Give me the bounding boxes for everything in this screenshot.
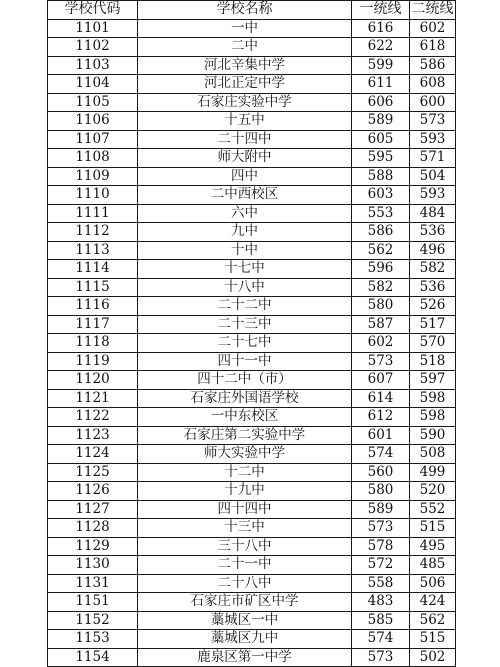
line-one-cell: 595	[352, 149, 410, 168]
table-row	[48, 371, 456, 390]
school-name-cell: 二十七中	[138, 334, 352, 353]
line-one-cell: 602	[352, 334, 410, 353]
school-name-cell: 六中	[138, 204, 352, 223]
table-row	[48, 445, 456, 464]
line-two-cell: 608	[410, 75, 456, 94]
table-row	[48, 93, 456, 112]
school-name-cell: 二十一中	[138, 556, 352, 575]
school-name-cell: 二十四中	[138, 130, 352, 149]
line-one-cell: 573	[352, 352, 410, 371]
school-code-cell: 1151	[48, 593, 138, 612]
line-one-cell: 589	[352, 500, 410, 519]
school-code-cell: 1126	[48, 482, 138, 501]
score-table	[47, 0, 456, 667]
line-two-cell: 593	[410, 130, 456, 149]
school-name-cell: 河北辛集中学	[138, 56, 352, 75]
line-two-cell: 597	[410, 371, 456, 390]
school-name-cell: 一中东校区	[138, 408, 352, 427]
line-one-cell: 587	[352, 315, 410, 334]
line-one-cell: 586	[352, 223, 410, 242]
table-row	[48, 167, 456, 186]
table-row	[48, 630, 456, 649]
school-code-cell: 1127	[48, 500, 138, 519]
school-name-cell: 十二中	[138, 463, 352, 482]
line-two-cell: 536	[410, 278, 456, 297]
header-line-two: 二统线	[411, 1, 454, 18]
line-one-cell: 573	[352, 519, 410, 538]
school-name-cell: 十九中	[138, 482, 352, 501]
school-code-cell: 1122	[48, 408, 138, 427]
table-row	[48, 556, 456, 575]
school-name-cell: 一中	[138, 19, 352, 38]
school-code-cell: 1102	[48, 38, 138, 57]
line-one-cell: 612	[352, 408, 410, 427]
school-name-cell: 二中西校区	[138, 186, 352, 205]
line-two-cell: 598	[410, 389, 456, 408]
line-two-cell: 598	[410, 408, 456, 427]
school-name-cell: 石家庄第二实验中学	[138, 426, 352, 445]
line-one-cell: 574	[352, 630, 410, 649]
line-two-cell: 618	[410, 38, 456, 57]
table-row	[48, 260, 456, 279]
header-school-name: 学校名称	[138, 1, 352, 20]
line-two-cell: 484	[410, 204, 456, 223]
school-name-cell: 师大实验中学	[138, 445, 352, 464]
school-code-cell: 1121	[48, 389, 138, 408]
line-two-cell: 586	[410, 56, 456, 75]
school-code-cell: 1104	[48, 75, 138, 94]
school-code-cell: 1152	[48, 611, 138, 630]
line-one-cell: 578	[352, 537, 410, 556]
school-name-cell: 四十四中	[138, 500, 352, 519]
school-code-cell: 1116	[48, 297, 138, 316]
line-one-cell: 589	[352, 112, 410, 131]
table-row	[48, 19, 456, 38]
table-row	[48, 408, 456, 427]
header-row	[48, 1, 456, 20]
line-one-cell: 603	[352, 186, 410, 205]
table-body	[48, 19, 456, 667]
line-one-cell: 580	[352, 297, 410, 316]
line-two-cell: 573	[410, 112, 456, 131]
line-one-cell: 572	[352, 556, 410, 575]
school-name-cell: 三十八中	[138, 537, 352, 556]
line-two-cell: 517	[410, 315, 456, 334]
table-row	[48, 482, 456, 501]
school-name-cell: 十中	[138, 241, 352, 260]
line-two-cell: 590	[410, 426, 456, 445]
line-two-cell: 518	[410, 352, 456, 371]
header-school-code: 学校代码	[48, 1, 138, 20]
line-one-cell: 596	[352, 260, 410, 279]
line-two-cell: 593	[410, 186, 456, 205]
school-code-cell: 1118	[48, 334, 138, 353]
school-code-cell: 1130	[48, 556, 138, 575]
table-row	[48, 75, 456, 94]
line-two-cell: 502	[410, 648, 456, 667]
table-row	[48, 241, 456, 260]
school-name-cell: 十五中	[138, 112, 352, 131]
line-two-cell: 515	[410, 630, 456, 649]
table-row	[48, 593, 456, 612]
line-one-cell: 622	[352, 38, 410, 57]
school-name-cell: 二十二中	[138, 297, 352, 316]
table-row	[48, 278, 456, 297]
line-two-cell: 520	[410, 482, 456, 501]
table-row	[48, 297, 456, 316]
table-row	[48, 56, 456, 75]
school-name-cell: 二十八中	[138, 574, 352, 593]
line-two-cell: 570	[410, 334, 456, 353]
school-code-cell: 1131	[48, 574, 138, 593]
line-one-cell: 614	[352, 389, 410, 408]
table-row	[48, 130, 456, 149]
school-code-cell: 1129	[48, 537, 138, 556]
table-row	[48, 648, 456, 667]
school-code-cell: 1125	[48, 463, 138, 482]
school-name-cell: 石家庄市矿区中学	[138, 593, 352, 612]
school-code-cell: 1117	[48, 315, 138, 334]
line-one-cell: 599	[352, 56, 410, 75]
line-two-cell: 526	[410, 297, 456, 316]
school-name-cell: 二十三中	[138, 315, 352, 334]
table-row	[48, 38, 456, 57]
school-code-cell: 1111	[48, 204, 138, 223]
school-code-cell: 1113	[48, 241, 138, 260]
table-row	[48, 149, 456, 168]
school-code-cell: 1110	[48, 186, 138, 205]
school-name-cell: 藁城区一中	[138, 611, 352, 630]
line-two-cell: 504	[410, 167, 456, 186]
table-row	[48, 537, 456, 556]
school-code-cell: 1115	[48, 278, 138, 297]
school-name-cell: 十三中	[138, 519, 352, 538]
line-one-cell: 601	[352, 426, 410, 445]
line-two-cell: 495	[410, 537, 456, 556]
school-code-cell: 1109	[48, 167, 138, 186]
line-two-cell: 485	[410, 556, 456, 575]
table-row	[48, 223, 456, 242]
table-row	[48, 574, 456, 593]
line-one-cell: 580	[352, 482, 410, 501]
line-two-cell: 496	[410, 241, 456, 260]
line-two-cell: 499	[410, 463, 456, 482]
line-two-cell: 506	[410, 574, 456, 593]
table-row	[48, 204, 456, 223]
school-name-cell: 师大附中	[138, 149, 352, 168]
school-name-cell: 河北正定中学	[138, 75, 352, 94]
school-code-cell: 1112	[48, 223, 138, 242]
line-one-cell: 588	[352, 167, 410, 186]
school-code-cell: 1103	[48, 56, 138, 75]
line-one-cell: 585	[352, 611, 410, 630]
school-name-cell: 石家庄实验中学	[138, 93, 352, 112]
line-two-cell: 600	[410, 93, 456, 112]
table-row	[48, 426, 456, 445]
line-one-cell: 606	[352, 93, 410, 112]
table-row	[48, 519, 456, 538]
line-two-cell: 536	[410, 223, 456, 242]
school-name-cell: 二中	[138, 38, 352, 57]
line-two-cell: 508	[410, 445, 456, 464]
table-row	[48, 352, 456, 371]
line-two-cell: 582	[410, 260, 456, 279]
table-row	[48, 315, 456, 334]
line-one-cell: 607	[352, 371, 410, 390]
line-one-cell: 560	[352, 463, 410, 482]
school-name-cell: 四十一中	[138, 352, 352, 371]
table-row	[48, 611, 456, 630]
table-row	[48, 334, 456, 353]
line-one-cell: 616	[352, 19, 410, 38]
line-one-cell: 605	[352, 130, 410, 149]
school-code-cell: 1154	[48, 648, 138, 667]
table-row	[48, 389, 456, 408]
school-name-cell: 鹿泉区第一中学	[138, 648, 352, 667]
line-two-cell: 602	[410, 19, 456, 38]
school-name-cell: 藁城区九中	[138, 630, 352, 649]
school-code-cell: 1106	[48, 112, 138, 131]
school-code-cell: 1119	[48, 352, 138, 371]
school-code-cell: 1101	[48, 19, 138, 38]
school-code-cell: 1128	[48, 519, 138, 538]
line-one-cell: 558	[352, 574, 410, 593]
school-name-cell: 石家庄外国语学校	[138, 389, 352, 408]
line-two-cell: 562	[410, 611, 456, 630]
table-row	[48, 500, 456, 519]
line-one-cell: 562	[352, 241, 410, 260]
line-two-cell: 571	[410, 149, 456, 168]
line-two-cell: 552	[410, 500, 456, 519]
school-code-cell: 1108	[48, 149, 138, 168]
school-code-cell: 1107	[48, 130, 138, 149]
line-one-cell: 573	[352, 648, 410, 667]
school-code-cell: 1114	[48, 260, 138, 279]
school-code-cell: 1124	[48, 445, 138, 464]
school-name-cell: 四十二中（市）	[138, 371, 352, 390]
school-name-cell: 四中	[138, 167, 352, 186]
school-name-cell: 九中	[138, 223, 352, 242]
school-code-cell: 1123	[48, 426, 138, 445]
table-row	[48, 463, 456, 482]
line-two-cell: 515	[410, 519, 456, 538]
school-code-cell: 1120	[48, 371, 138, 390]
table-row	[48, 186, 456, 205]
line-two-cell: 424	[410, 593, 456, 612]
school-name-cell: 十七中	[138, 260, 352, 279]
line-one-cell: 483	[352, 593, 410, 612]
school-code-cell: 1105	[48, 93, 138, 112]
school-code-cell: 1153	[48, 630, 138, 649]
line-one-cell: 553	[352, 204, 410, 223]
line-one-cell: 582	[352, 278, 410, 297]
school-name-cell: 十八中	[138, 278, 352, 297]
table-row	[48, 112, 456, 131]
line-one-cell: 611	[352, 75, 410, 94]
header-line-one: 一统线	[352, 1, 410, 20]
line-one-cell: 574	[352, 445, 410, 464]
